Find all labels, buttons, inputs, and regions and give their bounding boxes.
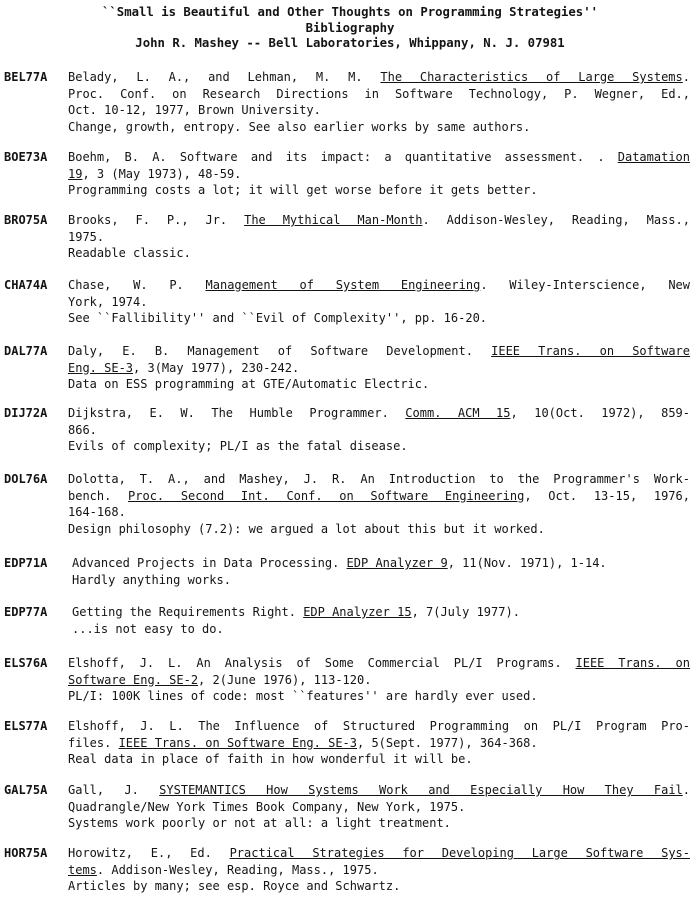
citation-body bbox=[68, 782, 690, 832]
title-underlined: The Characteristics of Large Systems bbox=[380, 70, 683, 84]
journal-underlined: Datamation bbox=[617, 150, 690, 164]
citation-key: DOL76A bbox=[4, 472, 48, 486]
citation-line: Dolotta, T. A., and Mashey, J. R. An Introduction to the Programmer's Work- bbox=[68, 472, 690, 486]
citation-body bbox=[68, 845, 690, 895]
citation-line: Advanced Projects in Data Processing. EDP Analyzer 9, 11(Nov. 1971), 1-14. bbox=[72, 556, 607, 570]
citation-body bbox=[72, 555, 690, 588]
annotation-line: Change, growth, entropy. See also earlier works by same authors. bbox=[68, 119, 531, 134]
annotation-line: Design philosophy (7.2): we argued a lot about this but it worked. bbox=[68, 521, 545, 536]
citation-line: bench. Proc. Second Int. Conf. on Software Engineering, Oct. 13-15, 1976, bbox=[68, 488, 690, 503]
citation-key: BOE73A bbox=[4, 150, 48, 164]
citation-key: ELS76A bbox=[4, 656, 48, 670]
citation-line: Horowitz, E., Ed. Practical Strategies for Developing Large Software Sys- bbox=[68, 846, 690, 860]
citation-line: Software Eng. SE-2, 2(June 1976), 113-120. bbox=[68, 672, 372, 687]
proceedings-underlined: Proc. Second Int. Conf. on Software Engineering bbox=[128, 488, 525, 503]
journal-underlined: Software Eng. SE-2 bbox=[68, 672, 199, 687]
citation-body bbox=[68, 277, 690, 327]
citation-body bbox=[68, 69, 690, 135]
annotation-line: Evils of complexity; PL/I as the fatal disease. bbox=[68, 439, 408, 453]
citation-body bbox=[68, 655, 690, 705]
citation-line: 164-168. bbox=[68, 505, 126, 519]
citation-line: Eng. SE-3, 3(May 1977), 230-242. bbox=[68, 360, 300, 375]
citation-line: Proc. Conf. on Research Directions in Software Technology, P. Wegner, Ed., bbox=[68, 86, 690, 101]
citation-line: files. IEEE Trans. on Software Eng. SE-3, 5(Sept. 1977), 364-368. bbox=[68, 735, 538, 750]
citation-body bbox=[68, 149, 690, 199]
annotation-line: Programming costs a lot; it will get worse before it gets better. bbox=[68, 183, 538, 197]
citation-line: Elshoff, J. L. An Analysis of Some Commercial PL/I Programs. IEEE Trans. on bbox=[68, 656, 690, 670]
volume-underlined: 19 bbox=[68, 166, 83, 181]
annotation-line: See ``Fallibility'' and ``Evil of Complexity'', pp. 16-20. bbox=[68, 311, 488, 325]
citation-line: Boehm, B. A. Software and its impact: a quantitative assessment. . Datamation bbox=[68, 150, 690, 164]
citation-body bbox=[68, 718, 690, 768]
document-header bbox=[0, 5, 700, 52]
citation-body bbox=[68, 212, 690, 262]
citation-line: Oct. 10-12, 1977, Brown University. bbox=[68, 103, 321, 117]
citation-key: BRO75A bbox=[4, 213, 48, 227]
citation-key: EDP77A bbox=[4, 605, 48, 619]
journal-underlined: IEEE Trans. on bbox=[575, 656, 690, 670]
title-underlined: Practical Strategies for Developing Large Software Sys- bbox=[229, 846, 690, 860]
citation-line: Daly, E. B. Management of Software Development. IEEE Trans. on Software bbox=[68, 344, 690, 358]
journal-underlined: EDP Analyzer 15 bbox=[303, 605, 412, 619]
annotation-line: Data on ESS programming at GTE/Automatic Electric. bbox=[68, 377, 430, 391]
citation-line: tems. Addison-Wesley, Reading, Mass., 1975. bbox=[68, 862, 379, 877]
journal-underlined: EDP Analyzer 9 bbox=[346, 556, 448, 570]
citation-line: Dijkstra, E. W. The Humble Programmer. Comm. ACM 15, 10(Oct. 1972), 859- bbox=[68, 406, 690, 420]
citation-line: Quadrangle/New York Times Book Company, New York, 1975. bbox=[68, 799, 466, 814]
title-underlined: tems bbox=[68, 862, 97, 877]
annotation-line: Articles by many; see esp. Royce and Schwartz. bbox=[68, 879, 401, 893]
annotation-line: ...is not easy to do. bbox=[72, 621, 224, 636]
document-title: ``Small is Beautiful and Other Thoughts on Programming Strategies'' bbox=[101, 5, 599, 19]
citation-line: Elshoff, J. L. The Influence of Structured Programming on PL/I Program Pro- bbox=[68, 719, 690, 733]
citation-body bbox=[68, 405, 690, 455]
annotation-line: PL/I: 100K lines of code: most ``features'' are hardly ever used. bbox=[68, 689, 538, 703]
citation-body bbox=[68, 343, 690, 393]
citation-key: BEL77A bbox=[4, 70, 48, 84]
annotation-line: Hardly anything works. bbox=[72, 572, 231, 587]
document-subtitle: Bibliography bbox=[305, 20, 395, 35]
citation-line: York, 1974. bbox=[68, 294, 148, 309]
citation-line: Getting the Requirements Right. EDP Analyzer 15, 7(July 1977). bbox=[72, 605, 520, 619]
journal-underlined: IEEE Trans. on Software bbox=[491, 344, 690, 358]
title-underlined: Management of System Engineering bbox=[205, 278, 481, 292]
citation-line: 1975. bbox=[68, 229, 105, 244]
citation-line: Brooks, F. P., Jr. The Mythical Man-Month. Addison-Wesley, Reading, Mass., bbox=[68, 213, 690, 227]
annotation-line: Real data in place of faith in how wonderful it will be. bbox=[68, 752, 473, 766]
journal-underlined: Eng. SE-3 bbox=[68, 360, 134, 375]
citation-key: HOR75A bbox=[4, 846, 48, 860]
journal-underlined: Comm. ACM 15 bbox=[405, 406, 511, 420]
citation-body bbox=[72, 604, 690, 637]
annotation-line: Readable classic. bbox=[68, 246, 191, 260]
citation-line: Gall, J. SYSTEMANTICS How Systems Work and Especially How They Fail. bbox=[68, 783, 690, 797]
citation-line: 19, 3 (May 1973), 48-59. bbox=[68, 166, 242, 181]
citation-key: GAL75A bbox=[4, 783, 48, 797]
citation-key: DAL77A bbox=[4, 344, 48, 358]
citation-line: Chase, W. P. Management of System Engineering. Wiley-Interscience, New bbox=[68, 278, 690, 292]
title-underlined: SYSTEMANTICS How Systems Work and Especially How They Fail bbox=[159, 783, 683, 797]
citation-key: EDP71A bbox=[4, 556, 48, 570]
citation-key: DIJ72A bbox=[4, 406, 48, 420]
citation-key: ELS77A bbox=[4, 719, 48, 733]
journal-underlined: IEEE Trans. on Software Eng. SE-3 bbox=[118, 735, 357, 750]
annotation-line: Systems work poorly or not at all: a light treatment. bbox=[68, 816, 451, 830]
title-underlined: The Mythical Man-Month bbox=[244, 213, 423, 227]
citation-key: CHA74A bbox=[4, 278, 48, 292]
author-line: John R. Mashey -- Bell Laboratories, Whippany, N. J. 07981 bbox=[135, 36, 565, 50]
citation-line: Belady, L. A., and Lehman, M. M. The Characteristics of Large Systems. bbox=[68, 70, 690, 84]
citation-body bbox=[68, 471, 690, 537]
citation-line: 866. bbox=[68, 422, 97, 437]
